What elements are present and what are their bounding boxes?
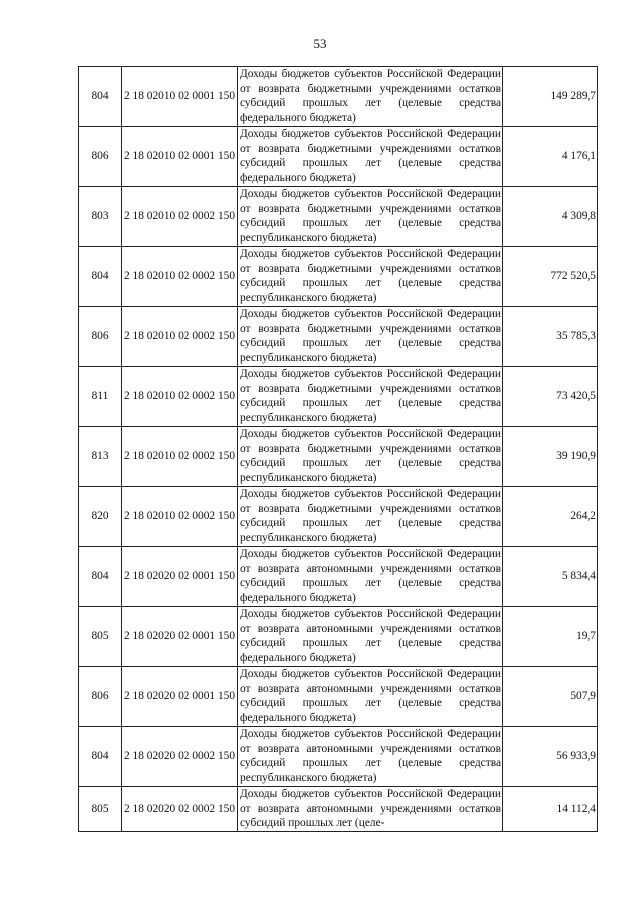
amount-cell: 56 933,9	[503, 727, 598, 787]
classification-code-cell: 2 18 02010 02 0002 150	[122, 307, 238, 367]
classification-code-cell: 2 18 02010 02 0002 150	[122, 487, 238, 547]
admin-code-cell: 804	[79, 727, 122, 787]
revenue-name-cell: Доходы бюджетов субъектов Российской Федерации от возврата автономными учреждениями остатков субсидий прошлых лет (целевые средства федерального бюджета)	[238, 607, 503, 667]
amount-cell: 19,7	[503, 607, 598, 667]
classification-code-cell: 2 18 02010 02 0001 150	[122, 127, 238, 187]
classification-code-cell: 2 18 02010 02 0002 150	[122, 187, 238, 247]
admin-code-cell: 805	[79, 787, 122, 832]
table-row	[79, 727, 598, 787]
admin-code-cell: 813	[79, 427, 122, 487]
budget-revenue-table	[78, 66, 598, 832]
admin-code-cell: 806	[79, 127, 122, 187]
table-row	[79, 787, 598, 832]
table-row	[79, 427, 598, 487]
table-row	[79, 307, 598, 367]
classification-code-cell: 2 18 02010 02 0002 150	[122, 247, 238, 307]
revenue-name-cell: Доходы бюджетов субъектов Российской Федерации от возврата бюджетными учреждениями остатков субсидий прошлых лет (целевые средства республиканского бюджета)	[238, 187, 503, 247]
admin-code-cell: 804	[79, 67, 122, 127]
revenue-name-cell: Доходы бюджетов субъектов Российской Федерации от возврата автономными учреждениями остатков субсидий прошлых лет (целе-	[238, 787, 503, 832]
classification-code-cell: 2 18 02010 02 0002 150	[122, 367, 238, 427]
classification-code-cell: 2 18 02010 02 0002 150	[122, 427, 238, 487]
amount-cell: 149 289,7	[503, 67, 598, 127]
amount-cell: 73 420,5	[503, 367, 598, 427]
revenue-name-cell: Доходы бюджетов субъектов Российской Федерации от возврата автономными учреждениями остатков субсидий прошлых лет (целевые средства республиканского бюджета)	[238, 727, 503, 787]
revenue-name-cell: Доходы бюджетов субъектов Российской Федерации от возврата бюджетными учреждениями остатков субсидий прошлых лет (целевые средства республиканского бюджета)	[238, 487, 503, 547]
revenue-name-cell: Доходы бюджетов субъектов Российской Федерации от возврата автономными учреждениями остатков субсидий прошлых лет (целевые средства федерального бюджета)	[238, 547, 503, 607]
admin-code-cell: 804	[79, 247, 122, 307]
table-row	[79, 127, 598, 187]
revenue-name-cell: Доходы бюджетов субъектов Российской Федерации от возврата бюджетными учреждениями остатков субсидий прошлых лет (целевые средства республиканского бюджета)	[238, 367, 503, 427]
amount-cell: 14 112,4	[503, 787, 598, 832]
amount-cell: 4 309,8	[503, 187, 598, 247]
admin-code-cell: 806	[79, 667, 122, 727]
classification-code-cell: 2 18 02020 02 0002 150	[122, 787, 238, 832]
revenue-name-cell: Доходы бюджетов субъектов Российской Федерации от возврата бюджетными учреждениями остатков субсидий прошлых лет (целевые средства республиканского бюджета)	[238, 427, 503, 487]
classification-code-cell: 2 18 02010 02 0001 150	[122, 67, 238, 127]
revenue-name-cell: Доходы бюджетов субъектов Российской Федерации от возврата бюджетными учреждениями остатков субсидий прошлых лет (целевые средства республиканского бюджета)	[238, 307, 503, 367]
admin-code-cell: 811	[79, 367, 122, 427]
table-row	[79, 487, 598, 547]
revenue-name-cell: Доходы бюджетов субъектов Российской Федерации от возврата бюджетными учреждениями остатков субсидий прошлых лет (целевые средства федерального бюджета)	[238, 127, 503, 187]
classification-code-cell: 2 18 02020 02 0001 150	[122, 547, 238, 607]
revenue-name-cell: Доходы бюджетов субъектов Российской Федерации от возврата автономными учреждениями остатков субсидий прошлых лет (целевые средства федерального бюджета)	[238, 667, 503, 727]
classification-code-cell: 2 18 02020 02 0001 150	[122, 667, 238, 727]
amount-cell: 507,9	[503, 667, 598, 727]
admin-code-cell: 805	[79, 607, 122, 667]
table-row	[79, 367, 598, 427]
table-row	[79, 547, 598, 607]
revenue-name-cell: Доходы бюджетов субъектов Российской Федерации от возврата бюджетными учреждениями остатков субсидий прошлых лет (целевые средства республиканского бюджета)	[238, 247, 503, 307]
amount-cell: 35 785,3	[503, 307, 598, 367]
table-row	[79, 187, 598, 247]
amount-cell: 5 834,4	[503, 547, 598, 607]
amount-cell: 39 190,9	[503, 427, 598, 487]
classification-code-cell: 2 18 02020 02 0001 150	[122, 607, 238, 667]
classification-code-cell: 2 18 02020 02 0002 150	[122, 727, 238, 787]
table-row	[79, 667, 598, 727]
admin-code-cell: 803	[79, 187, 122, 247]
table-row	[79, 607, 598, 667]
revenue-name-cell: Доходы бюджетов субъектов Российской Федерации от возврата бюджетными учреждениями остатков субсидий прошлых лет (целевые средства федерального бюджета)	[238, 67, 503, 127]
table-row	[79, 247, 598, 307]
page-number: 53	[313, 36, 327, 51]
admin-code-cell: 804	[79, 547, 122, 607]
amount-cell: 264,2	[503, 487, 598, 547]
admin-code-cell: 806	[79, 307, 122, 367]
amount-cell: 4 176,1	[503, 127, 598, 187]
admin-code-cell: 820	[79, 487, 122, 547]
amount-cell: 772 520,5	[503, 247, 598, 307]
table-row	[79, 67, 598, 127]
